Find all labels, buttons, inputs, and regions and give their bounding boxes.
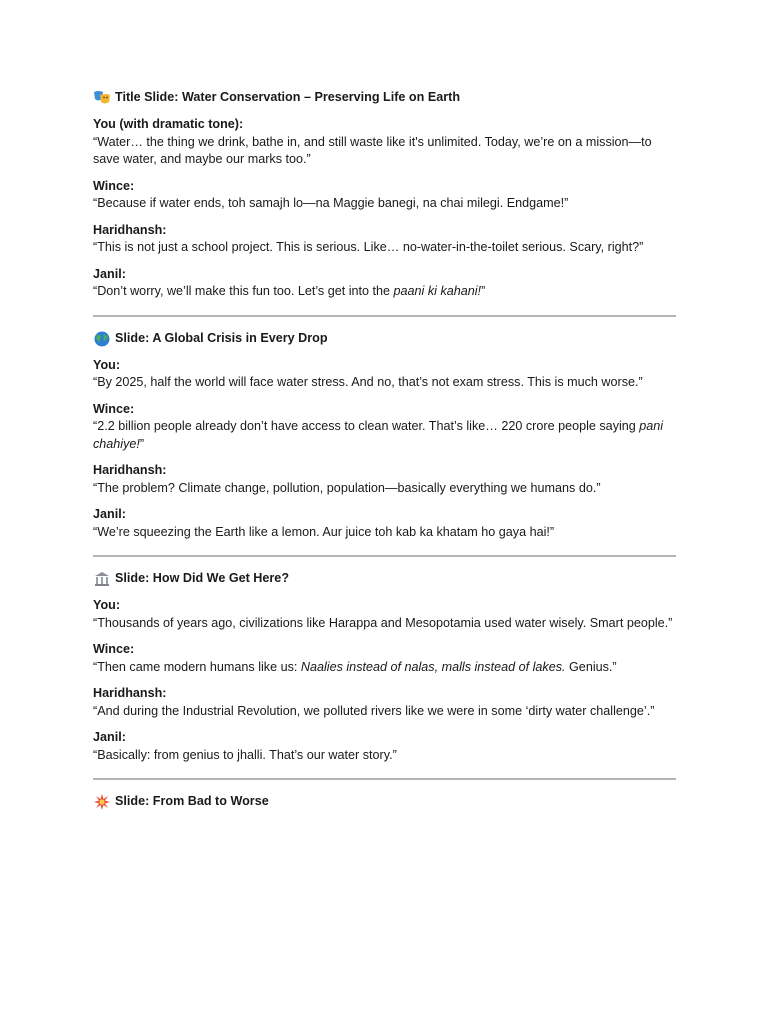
collision-icon — [93, 793, 111, 811]
dialogue-text — [93, 747, 676, 765]
slide-heading — [93, 329, 676, 349]
dialogue-segment: ” — [481, 284, 486, 298]
dialogue-segment: “Because if water ends, toh samajh lo—na Maggie banegi, na chai milegi. Endgame!” — [93, 196, 569, 210]
globe-icon — [93, 330, 111, 348]
speaker-name: Haridhansh: — [93, 686, 167, 700]
dialogue-text — [93, 239, 676, 257]
slide-heading — [93, 88, 676, 108]
speaker-name: You: — [93, 598, 121, 612]
dialogue-segment: “Don’t worry, we’ll make this fun too. Let’s get into the — [93, 284, 394, 298]
dialogue-entry — [93, 116, 676, 169]
section-divider — [93, 778, 676, 780]
dialogue-entry — [93, 178, 676, 213]
dialogue-entry — [93, 685, 676, 720]
speaker-name: Janil: — [93, 507, 126, 521]
dialogue-entry — [93, 222, 676, 257]
classical-building-icon — [93, 570, 111, 588]
dialogue-entry — [93, 266, 676, 301]
speaker-name: Janil: — [93, 266, 126, 281]
dialogue-entry — [93, 462, 676, 497]
theater-masks-icon — [93, 89, 111, 107]
dialogue-segment: “Basically: from genius to jhalli. That’s our water story.” — [93, 747, 397, 762]
script-content — [93, 88, 676, 820]
dialogue-text — [93, 418, 676, 453]
dialogue-text — [93, 615, 676, 633]
dialogue-segment: “2.2 billion people already don’t have access to clean water. That’s like… 220 crore people saying — [93, 419, 640, 433]
speaker-name: Wince: — [93, 642, 135, 656]
dialogue-text — [93, 480, 676, 498]
dialogue-segment: “By 2025, half the world will face water stress. And no, that’s not exam stress. This is much worse.” — [93, 375, 643, 389]
dialogue-segment: ” — [139, 436, 145, 451]
speaker-name: Haridhansh: — [93, 463, 167, 477]
speaker-name: Haridhansh: — [93, 222, 167, 237]
dialogue-text — [93, 374, 676, 392]
dialogue-text — [93, 195, 676, 213]
speaker-name: You: — [93, 357, 121, 372]
dialogue-segment: “And during the Industrial Revolution, we polluted rivers like we were in some ‘dirty water challenge’.” — [93, 703, 655, 718]
speaker-name: You (with dramatic tone): — [93, 117, 244, 131]
slide-heading-text: Slide: From Bad to Worse — [115, 794, 269, 809]
dialogue-entry — [93, 357, 676, 392]
dialogue-entry — [93, 506, 676, 541]
emphasis-text: Naalies instead of nalas, malls instead of lakes. — [300, 659, 566, 674]
emphasis-text: paani ki kahani! — [393, 284, 482, 298]
dialogue-segment: “Thousands of years ago, civilizations like Harappa and Mesopotamia used water wisely. Smart people.” — [93, 615, 673, 630]
dialogue-segment: “Then came modern humans like us: — [93, 659, 301, 674]
dialogue-text — [93, 283, 676, 301]
slide-heading-text: Slide: How Did We Get Here? — [115, 571, 290, 586]
slide-heading — [93, 792, 676, 812]
dialogue-text — [93, 703, 676, 721]
dialogue-segment: “We’re squeezing the Earth like a lemon. Aur juice toh kab ka khatam ho gaya hai!” — [93, 524, 555, 539]
slide-heading-text: Title Slide: Water Conservation – Preserving Life on Earth — [115, 90, 461, 105]
dialogue-entry — [93, 729, 676, 764]
slide-heading — [93, 569, 676, 589]
dialogue-text — [93, 134, 676, 169]
dialogue-entry — [93, 641, 676, 676]
dialogue-text — [93, 524, 676, 542]
dialogue-segment: “This is not just a school project. This is serious. Like… no-water-in-the-toilet serious. Scary, right?” — [93, 240, 644, 254]
section-divider — [93, 315, 676, 317]
emphasis-text: pani chahiye! — [93, 419, 664, 451]
speaker-name: Wince: — [93, 401, 135, 416]
dialogue-entry — [93, 597, 676, 632]
slide-heading-text: Slide: A Global Crisis in Every Drop — [115, 330, 328, 345]
speaker-name: Janil: — [93, 730, 126, 744]
dialogue-entry — [93, 401, 676, 454]
dialogue-segment: “The problem? Climate change, pollution, population—basically everything we humans do.” — [93, 480, 601, 495]
section-divider — [93, 555, 676, 557]
dialogue-segment: Genius.” — [565, 659, 617, 674]
dialogue-text — [93, 659, 676, 677]
dialogue-segment: “Water… the thing we drink, bathe in, and still waste like it's unlimited. Today, we’re on a mission—to save water, and maybe our marks too.” — [93, 134, 652, 166]
speaker-name: Wince: — [93, 178, 135, 193]
